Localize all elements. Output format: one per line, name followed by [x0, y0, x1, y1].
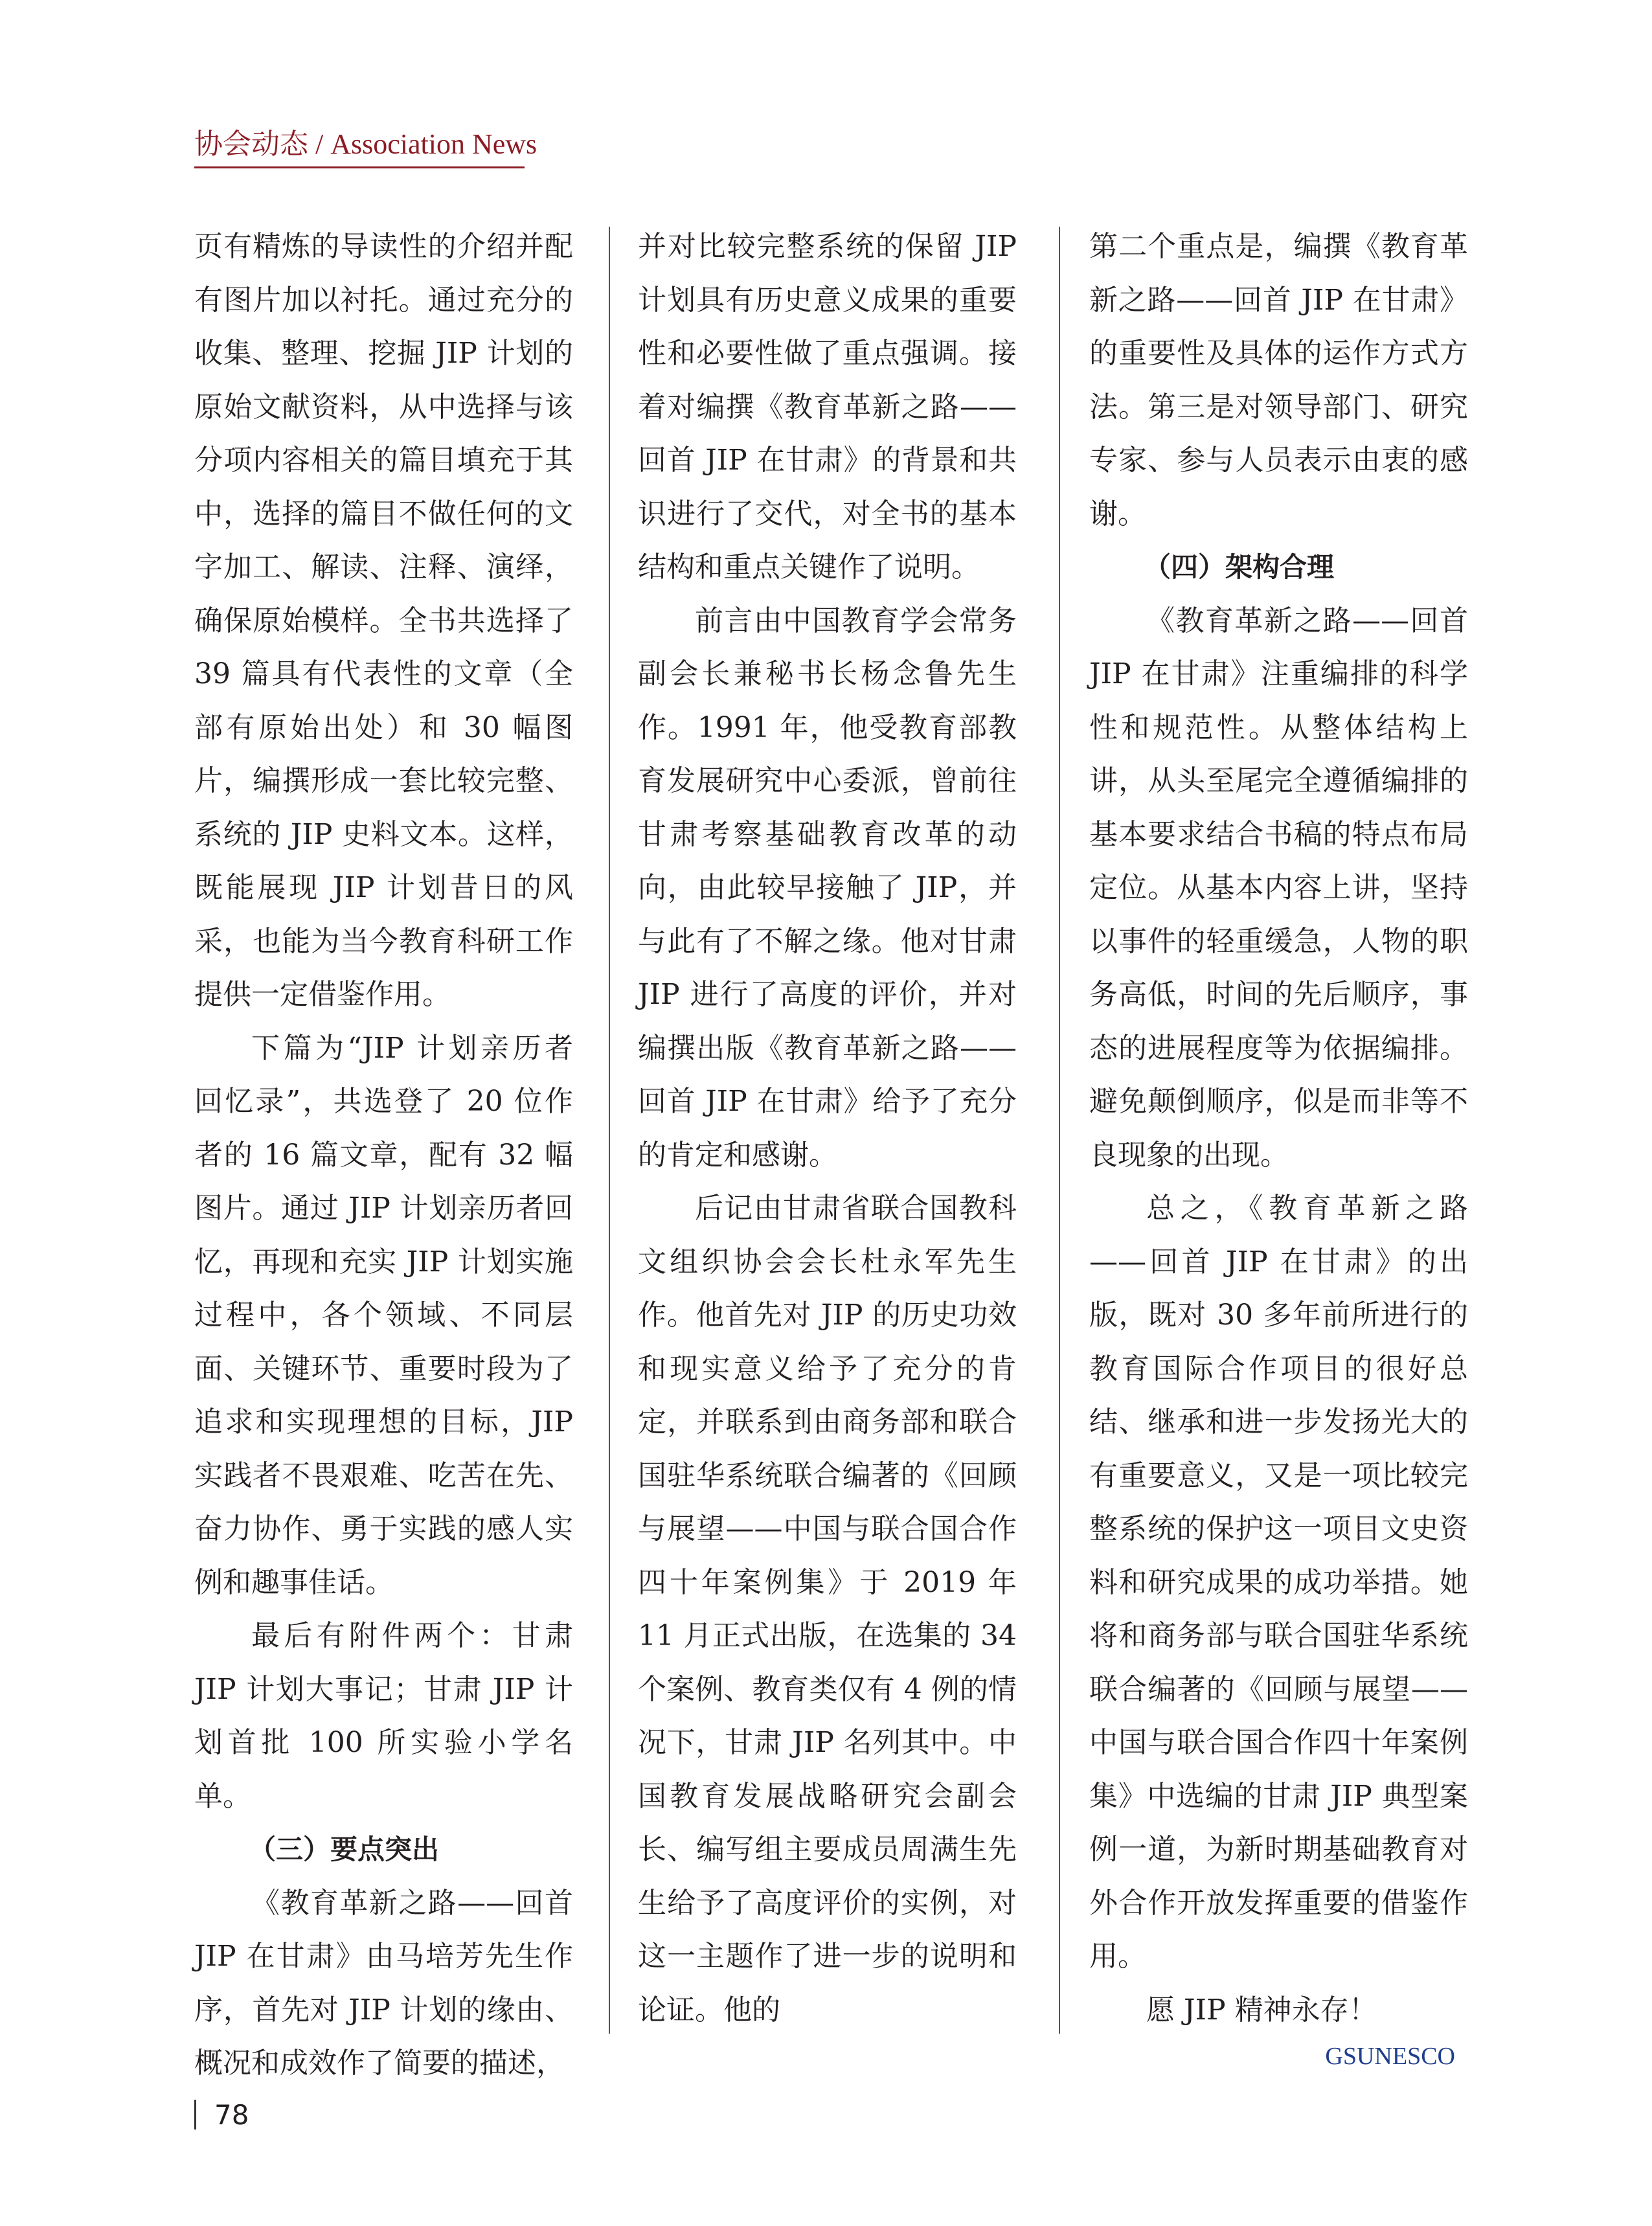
section-header — [194, 126, 537, 168]
paragraph: 《教育革新之路——回首 JIP 在甘肃》注重编排的科学性和规范性。从整体结构上讲，从头至尾完全遵循编排的基本要求结合书稿的特点布局定位。从基本内容上讲，坚持以事件的轻重缓急，人物的职务高低，时间的先后顺序，事态的进展程度等为依据编排。避免颠倒顺序，似是而非等不良现象的出现。 — [1089, 604, 1468, 1172]
paragraph: 后记由甘肃省联合国教科文组织协会会长杜永军先生作。他首先对 JIP 的历史功效和现实意义给予了充分的肯定，并联系到由商务部和联合国驻华系统联合编著的《回顾与展望——中国与联合国合作四十年案例集》于 2019 年 11 月正式出版，在选集的 34 个案例、教育类仅有 4 例的情况下，甘肃 JIP 名列其中。中国教育发展战略研究会副会长、编写组主要成员周满生先生给予了高度评价的实例，对这一主题作了进一步的说明和论证。他的 — [638, 1192, 1017, 2027]
footer-bar — [194, 2100, 196, 2129]
paragraph: 并对比较完整系统的保留 JIP 计划具有历史意义成果的重要性和必要性做了重点强调。接着对编撰《教育革新之路——回首 JIP 在甘肃》的背景和共识进行了交代，对全书的基本结构和重点关键作了说明。 — [638, 230, 1017, 584]
text-column-3 — [1089, 220, 1468, 2076]
paragraph: 总之，《教育革新之路——回首 JIP 在甘肃》的出版，既对 30 多年前所进行的教育国际合作项目的很好总结、继承和进一步发扬光大的有重要意义，又是一项比较完整系统的保护这一项目文史资料和研究成果的成功举措。她将和商务部与联合国驻华系统联合编著的《回顾与展望——中国与联合国合作四十年案例集》中选编的甘肃 JIP 典型案例一道，为新时期基础教育对外合作开放发挥重要的借鉴作用。 — [1089, 1192, 1468, 1973]
text-column-1 — [194, 220, 573, 2091]
paragraph: 第二个重点是，编撰《教育革新之路——回首 JIP 在甘肃》的重要性及具体的运作方式方法。第三是对领导部门、研究专家、参与人员表示由衷的感谢。 — [1089, 230, 1468, 530]
page-footer — [194, 2092, 249, 2137]
signature: GSUNESCO — [1325, 2043, 1455, 2070]
paragraph: 下篇为“JIP 计划亲历者回忆录”，共选登了 20 位作者的 16 篇文章，配有 32 幅图片。通过 JIP 计划亲历者回忆，再现和充实 JIP 计划实施过程中，各个领域、不同层面、关键环节、重要时段为了追求和实现理想的目标，JIP 实践者不畏艰难、吃苦在先、奋力协作、勇于实践的感人实例和趣事佳话。 — [194, 1031, 573, 1599]
section-heading: （四）架构合理 — [1144, 551, 1335, 583]
section-heading: （三）要点突出 — [249, 1834, 440, 1865]
column-divider — [609, 227, 610, 2034]
text-column-2 — [638, 220, 1017, 2037]
paragraph: 愿 JIP 精神永存！ — [1146, 1993, 1377, 2027]
paragraph: 前言由中国教育学会常务副会长兼秘书长杨念鲁先生作。1991 年，他受教育部教育发展研究中心委派，曾前往甘肃考察基础教育改革的动向，由此较早接触了 JIP，并与此有了不解之缘。他对甘肃 JIP 进行了高度的评价，并对编撰出版《教育革新之路——回首 JIP 在甘肃》给予了充分的肯定和感谢。 — [638, 604, 1017, 1172]
page-number: 78 — [214, 2098, 249, 2131]
paragraph: 页有精炼的导读性的介绍并配有图片加以衬托。通过充分的收集、整理、挖掘 JIP 计划的原始文献资料，从中选择与该分项内容相关的篇目填充于其中，选择的篇目不做任何的文字加工、解读、注释、演绎，确保原始模样。全书共选择了 39 篇具有代表性的文章（全部有原始出处）和 30 幅图片，编撰形成一套比较完整、系统的 JIP 史料文本。这样，既能展现 JIP 计划昔日的风采，也能为当今教育科研工作提供一定借鉴作用。 — [194, 230, 573, 1011]
section-title: 协会动态 / Association News — [194, 128, 537, 160]
column-divider — [1059, 227, 1060, 2034]
paragraph: 《教育革新之路——回首 JIP 在甘肃》由马培芳先生作序，首先对 JIP 计划的缘由、概况和成效作了简要的描述， — [194, 1886, 573, 2080]
paragraph: 最后有附件两个：甘肃 JIP 计划大事记；甘肃 JIP 计划首批 100 所实验小学名单。 — [194, 1619, 573, 1813]
